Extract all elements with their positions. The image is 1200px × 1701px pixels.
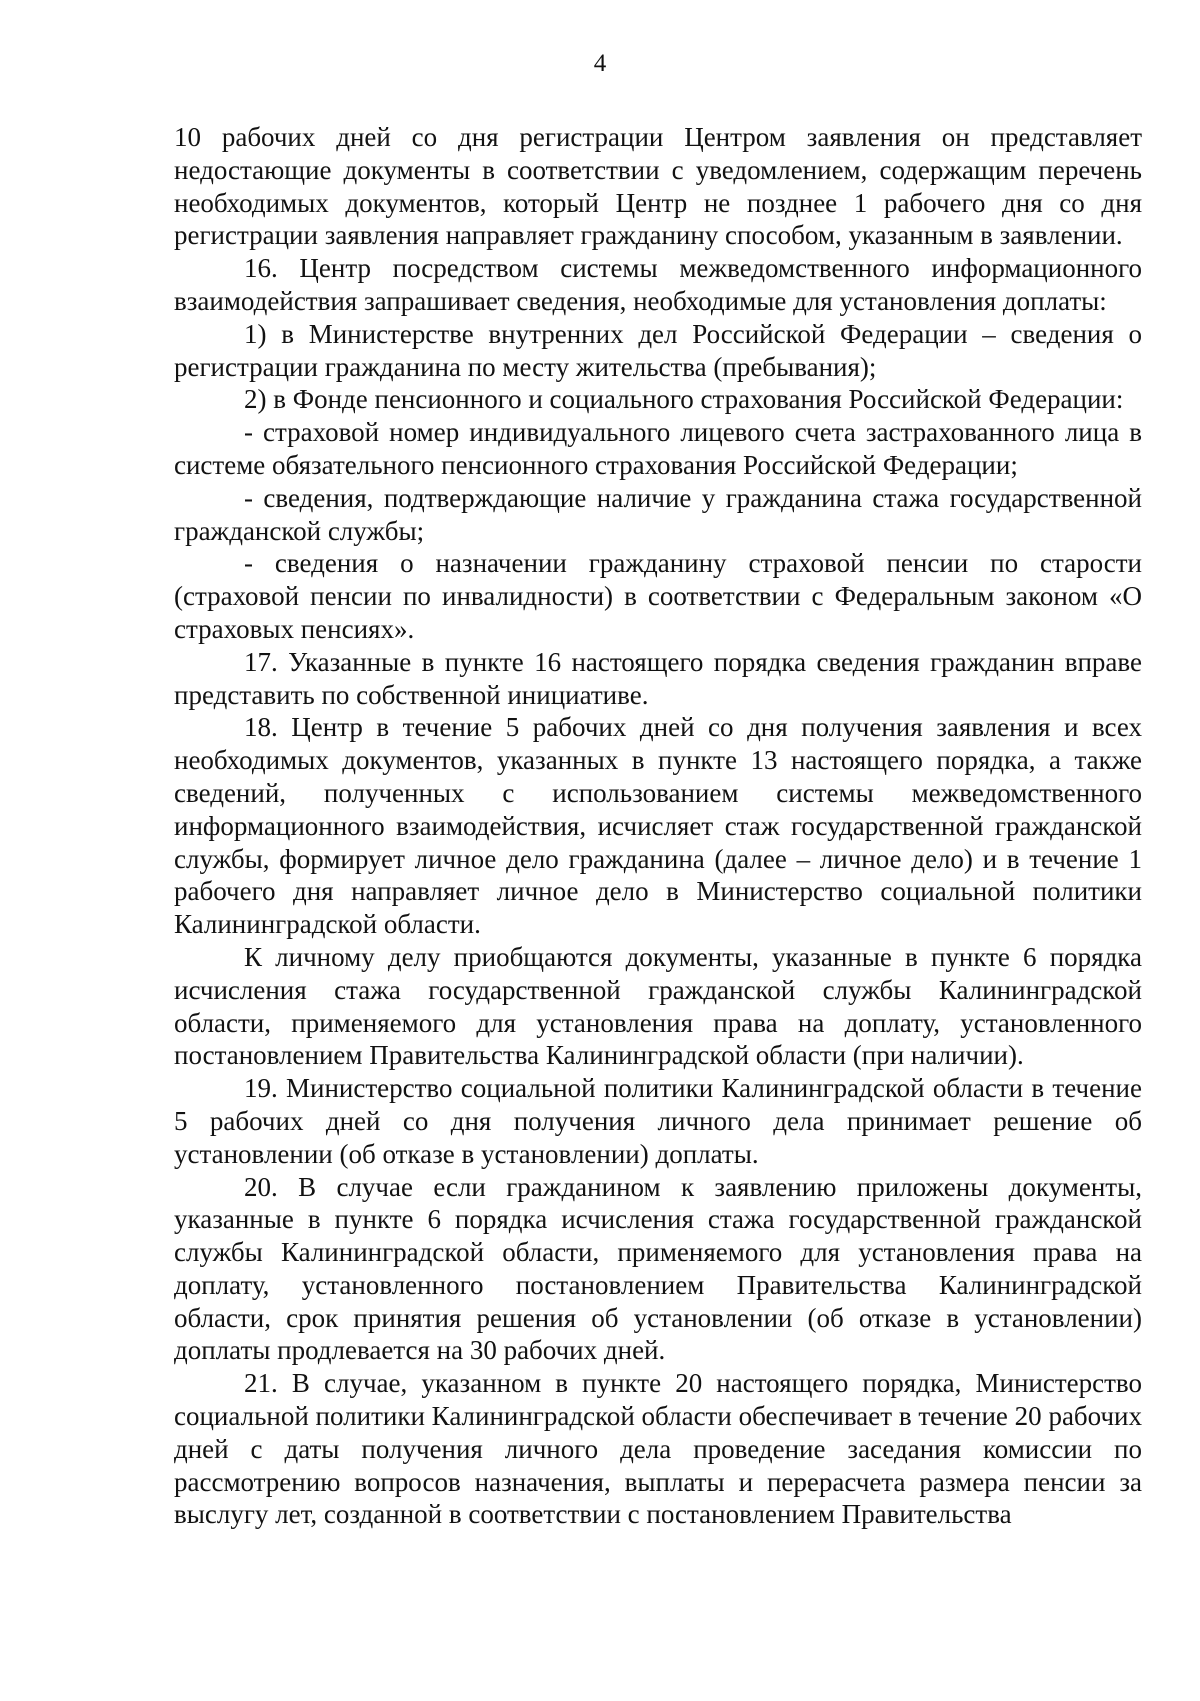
paragraph-15-continuation: 10 рабочих дней со дня регистрации Центром заявления он представляет недостающие документы в соответствии с уведомлением, содержащим перечень необходимых документов, который Центр не позднее 1 рабочего дня со дня регистрации заявления направляет гражданину способом, указанным в заявлении. <box>174 122 1142 251</box>
paragraph-18: 18. Центр в течение 5 рабочих дней со дня получения заявления и всех необходимых документов, указанных в пункте 13 настоящего порядка, а также сведений, полученных с использованием системы межведомственного информационного взаимодействия, исчисляет стаж государственной гражданской службы, формирует личное дело гражданина (далее – личное дело) и в течение 1 рабочего дня направляет личное дело в Министерство социальной политики Калининградской области. <box>174 712 1142 940</box>
paragraph-16: 16. Центр посредством системы межведомственного информационного взаимодействия запрашивает сведения, необходимые для установления доплаты: <box>174 253 1142 316</box>
paragraph-18-attachments: К личному делу приобщаются документы, указанные в пункте 6 порядка исчисления стажа государственной гражданской службы Калининградской области, применяемого для установления права на доплату, установленного постановлением Правительства Калининградской области (при наличии). <box>174 941 1142 1071</box>
paragraph-17: 17. Указанные в пункте 16 настоящего порядка сведения гражданин вправе представить по собственной инициативе. <box>174 646 1142 710</box>
paragraph-16-item-2-bullet-c: - сведения о назначении гражданину страховой пенсии по старости (страховой пенсии по инвалидности) в соответствии с Федеральным законом «О страховых пенсиях». <box>174 548 1142 644</box>
paragraph-16-item-2-bullet-a: - страховой номер индивидуального лицевого счета застрахованного лица в системе обязательного пенсионного страхования Российской Федерации; <box>174 417 1142 480</box>
paragraph-16-item-2-bullet-b: - сведения, подтверждающие наличие у гражданина стажа государственной гражданской службы; <box>174 482 1142 546</box>
document-body <box>174 121 1142 1531</box>
paragraph-19: 19. Министерство социальной политики Калининградской области в течение 5 рабочих дней со дня получения личного дела принимает решение об установлении (об отказе в установлении) доплаты. <box>174 1073 1142 1169</box>
page-number: 4 <box>593 50 607 77</box>
paragraph-20: 20. В случае если гражданином к заявлению приложены документы, указанные в пункте 6 порядка исчисления стажа государственной гражданской службы Калининградской области, применяемого для установления права на доплату, установленного постановлением Правительства Калининградской области, срок принятия решения об установлении (об отказе в установлении) доплаты продлевается на 30 рабочих дней. <box>174 1171 1142 1366</box>
paragraph-16-item-2: 2) в Фонде пенсионного и социального страхования Российской Федерации: <box>244 384 1124 415</box>
paragraph-21: 21. В случае, указанном в пункте 20 настоящего порядка, Министерство социальной политики Калининградской области обеспечивает в течение 20 рабочих дней с даты получения личного дела проведение заседания комиссии по рассмотрению вопросов назначения, выплаты и перерасчета размера пенсии за выслугу лет, созданной в соответствии с постановлением Правительства <box>174 1368 1142 1530</box>
paragraph-16-item-1: 1) в Министерстве внутренних дел Российской Федерации – сведения о регистрации гражданина по месту жительства (пребывания); <box>174 318 1142 382</box>
